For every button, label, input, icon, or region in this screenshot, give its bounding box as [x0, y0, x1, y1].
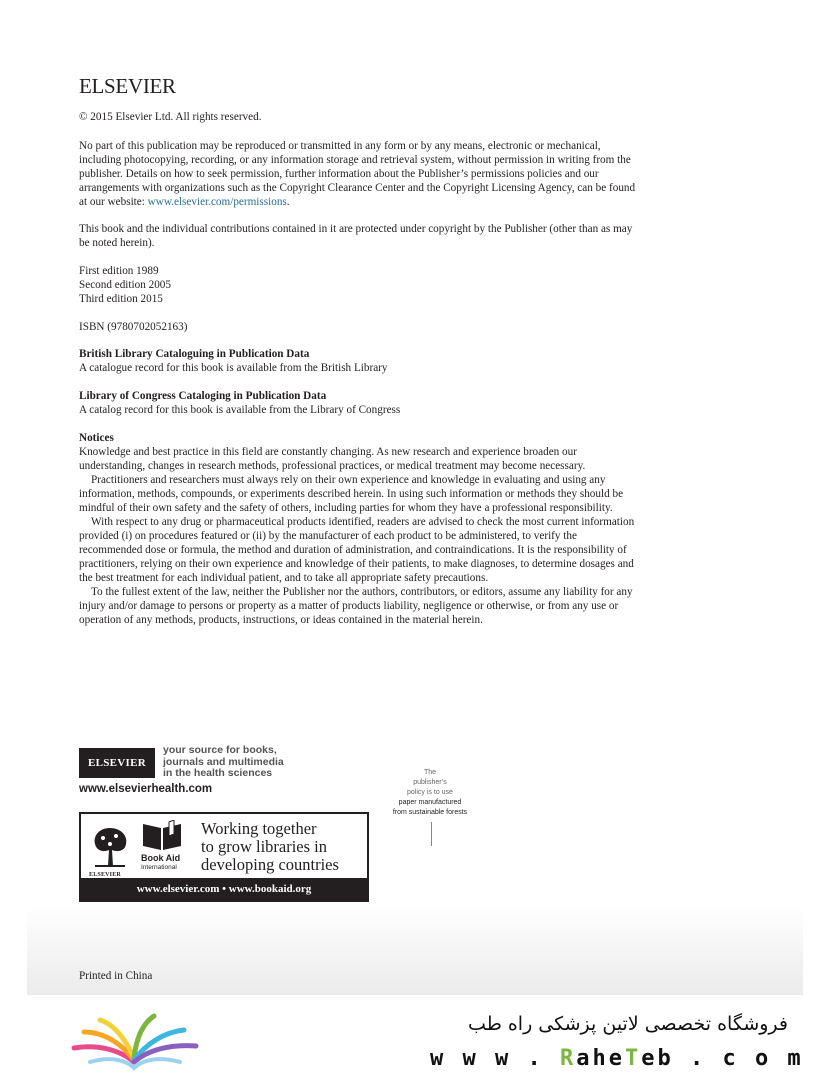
book-aid-title: Book Aid	[141, 853, 181, 863]
loc-section	[79, 389, 639, 417]
url-part: . c o m	[673, 1046, 804, 1071]
url-part: w w w .	[430, 1046, 560, 1071]
protection-paragraph: This book and the individual contributions contained in it are protected under copyright by the Publisher (other than as may be noted herein).	[79, 223, 633, 249]
elsevier-health-url[interactable]: www.elsevierhealth.com	[79, 783, 213, 795]
loc-heading: Library of Congress Cataloging in Publication Data	[79, 390, 327, 402]
book-rainbow-logo-icon	[70, 1010, 200, 1072]
edition-item: First edition 1989	[79, 265, 159, 277]
tagline-line: journals and multimedia	[163, 755, 284, 768]
notice-paragraph: With respect to any drug or pharmaceutical products identified, readers are advised to check the most current information provided (i) on procedures featured or (ii) by the manufacturer of each product to be administered, to verify the recommended dose or formula, the method and duration of administration, and contraindications. It is the responsibility of practitioners, relying on their own experience and knowledge of their patients, to make diagnoses, to determine dosages and the best treatment for each individual patient, and to take all appropriate safety precautions.	[79, 516, 635, 584]
edition-item: Second edition 2005	[79, 279, 171, 291]
forest-divider	[431, 822, 432, 846]
permissions-text: No part of this publication may be reproduced or transmitted in any form or by any means, electronic or mechanical, including photocopying, recording, or any information storage and retrieval system, without permission in writing from the publisher. Details on how to seek permission, further information about the Publisher’s permissions policies and our arrangements with organizations such as the Copyright Clearance Center and the Copyright Licensing Agency, can be found at our website:	[79, 140, 636, 208]
elsevier-health-tagline	[163, 745, 284, 780]
elsevier-tree-icon	[89, 822, 131, 872]
forest-note-line: from sustainable forests	[392, 809, 468, 816]
permissions-link[interactable]: www.elsevier.com/permissions	[147, 196, 287, 208]
elsevier-health-logo: ELSEVIER	[79, 748, 155, 778]
edition-item: Third edition 2015	[79, 293, 163, 305]
book-aid-subtitle: International	[141, 864, 177, 871]
notices-section	[79, 431, 639, 627]
url-part: a	[576, 1046, 593, 1071]
sustainable-forest-note	[380, 768, 480, 818]
book-aid-name	[141, 854, 180, 872]
notice-paragraph: To the fullest extent of the law, neither the Publisher nor the authors, contributors, or editors, assume any liability for any injury and/or damage to persons or property as a matter of products liability, negligence or otherwise, or from any use or operation of any methods, products, instructions, or ideas contained in the material herein.	[79, 586, 633, 626]
loc-text: A catalog record for this book is available from the Library of Congress	[79, 404, 401, 416]
book-aid-logo-icon	[141, 820, 183, 852]
book-aid-footer-links[interactable]: www.elsevier.com • www.bookaid.org	[81, 878, 367, 900]
british-library-heading: British Library Cataloguing in Publication Data	[79, 348, 310, 360]
url-part: e	[641, 1046, 658, 1071]
book-aid-advert	[79, 812, 369, 902]
printed-in: Printed in China	[79, 970, 153, 982]
publisher-logo: ELSEVIER	[79, 74, 176, 98]
slogan-line: Working together	[201, 819, 317, 838]
forest-note-line: paper manufactured	[398, 799, 462, 806]
tagline-line: in the health sciences	[163, 767, 273, 779]
british-library-section	[79, 347, 639, 375]
store-url[interactable]	[430, 1046, 804, 1071]
book-aid-slogan	[201, 820, 339, 874]
url-part: b	[657, 1046, 674, 1071]
url-part: h	[592, 1046, 609, 1071]
url-part: R	[559, 1046, 577, 1071]
notices-heading: Notices	[79, 432, 114, 444]
forest-note-line: The	[423, 769, 437, 776]
edition-list	[79, 264, 639, 306]
url-part: e	[608, 1046, 625, 1071]
copyright-line: © 2015 Elsevier Ltd. All rights reserved.	[79, 111, 262, 123]
tagline-line: your source for books,	[163, 744, 277, 756]
store-name: فروشگاه تخصصی لاتین پزشکی راه طب	[468, 1013, 788, 1035]
forest-note-line: policy is to use	[407, 789, 453, 796]
slogan-line: to grow libraries in	[201, 837, 328, 856]
notice-paragraph: Practitioners and researchers must always rely on their own experience and knowledge in evaluating and using any information, methods, compounds, or experiments described herein. In using such information or methods they should be mindful of their own safety and the safety of others, including parties for whom they have a professional responsibility.	[79, 474, 624, 514]
url-part: T	[624, 1046, 642, 1071]
book-aid-elsevier-label: ELSEVIER	[89, 872, 121, 878]
permissions-paragraph	[79, 139, 639, 209]
forest-note-line: publisher’s	[413, 779, 447, 786]
permissions-end: .	[286, 196, 290, 208]
isbn: ISBN (9780702052163)	[79, 321, 188, 333]
british-library-text: A catalogue record for this book is available from the British Library	[79, 362, 388, 374]
slogan-line: developing countries	[201, 855, 339, 874]
notice-paragraph: Knowledge and best practice in this field are constantly changing. As new research and experience broaden our understanding, changes in research methods, professional practices, or medical treatment may become necessary.	[79, 446, 586, 472]
